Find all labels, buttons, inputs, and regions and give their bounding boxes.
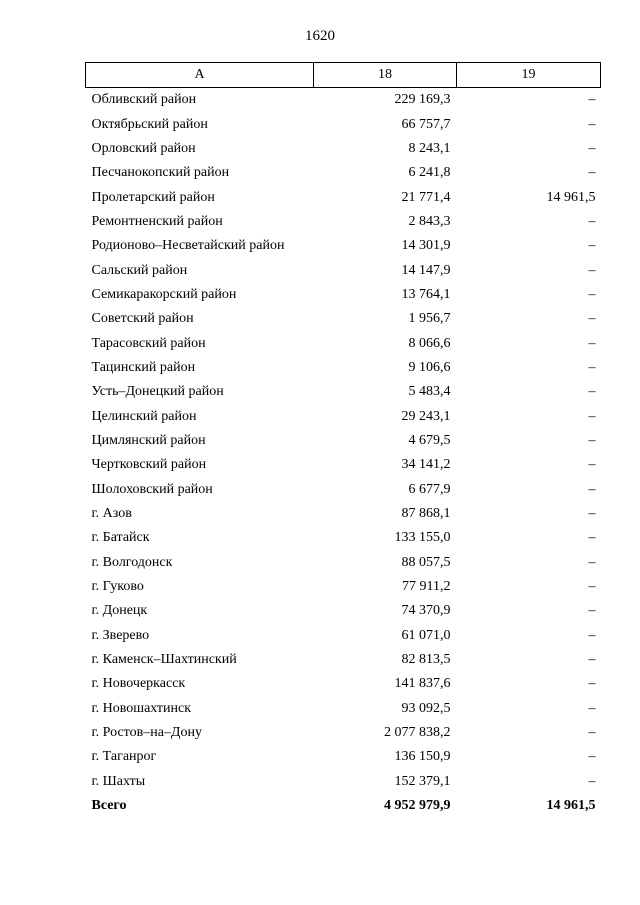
table-row (86, 599, 601, 623)
row-name-cell: Ремонтненский район (91, 213, 223, 229)
row-name-cell: г. Батайск (91, 530, 150, 546)
table-header-row (86, 63, 601, 88)
table-row (86, 161, 601, 185)
row-name-cell: Родионово–Несветайский район (91, 238, 285, 254)
row-value-19-cell: – (588, 311, 596, 327)
row-value-18-cell: 8 066,6 (408, 335, 451, 351)
total-row-name-cell: Всего (91, 798, 127, 814)
row-value-19-cell: – (588, 603, 596, 619)
row-value-18-cell: 87 868,1 (401, 506, 451, 522)
row-name-cell: Тарасовский район (91, 335, 206, 351)
row-name-cell: г. Новочеркасск (91, 676, 186, 692)
row-name-cell: Чертковский район (91, 457, 207, 473)
row-value-18-cell: 82 813,5 (401, 652, 451, 668)
row-name-cell: Семикаракорский район (91, 286, 237, 302)
row-value-19-cell: – (588, 116, 596, 132)
row-value-19-cell: – (588, 530, 596, 546)
table-row (86, 404, 601, 428)
row-name-cell: г. Гуково (91, 579, 144, 595)
row-name-cell: Пролетарский район (91, 189, 215, 205)
table-row (86, 137, 601, 161)
row-name-cell: г. Ростов–на–Дону (91, 725, 202, 741)
table-row (86, 258, 601, 282)
row-value-19-cell: – (588, 457, 596, 473)
header-column-19: 19 (457, 63, 601, 88)
table-row (86, 478, 601, 502)
row-value-18-cell: 8 243,1 (408, 140, 451, 156)
row-value-18-cell: 4 679,5 (408, 432, 451, 448)
row-name-cell: г. Азов (91, 506, 132, 522)
table-row (86, 526, 601, 550)
row-value-18-cell: 152 379,1 (394, 773, 451, 789)
row-value-18-cell: 133 155,0 (394, 530, 451, 546)
row-name-cell: Целинский район (91, 408, 197, 424)
total-row-value-19-cell: 14 961,5 (546, 798, 596, 814)
table-row (86, 234, 601, 258)
row-name-cell: Шолоховский район (91, 481, 213, 497)
row-value-19-cell: – (588, 286, 596, 302)
total-row (86, 794, 601, 818)
row-value-18-cell: 9 106,6 (408, 359, 451, 375)
row-value-19-cell: – (588, 335, 596, 351)
row-value-19-cell: – (588, 554, 596, 570)
row-value-18-cell: 13 764,1 (401, 286, 451, 302)
row-name-cell: г. Новошахтинск (91, 700, 192, 716)
table-row (86, 112, 601, 136)
table-row (86, 770, 601, 794)
row-value-18-cell: 34 141,2 (401, 457, 451, 473)
row-name-cell: Советский район (91, 311, 194, 327)
row-value-19-cell: – (588, 506, 596, 522)
row-value-18-cell: 2 077 838,2 (384, 725, 451, 741)
row-value-18-cell: 1 956,7 (408, 311, 451, 327)
table-row (86, 721, 601, 745)
row-value-18-cell: 2 843,3 (408, 213, 451, 229)
row-value-18-cell: 6 241,8 (408, 165, 451, 181)
table-row (86, 551, 601, 575)
row-value-18-cell: 29 243,1 (401, 408, 451, 424)
total-row-value-18-cell: 4 952 979,9 (384, 798, 451, 814)
row-name-cell: г. Таганрог (91, 749, 157, 765)
table-row (86, 283, 601, 307)
table-row (86, 331, 601, 355)
row-value-19-cell: – (588, 627, 596, 643)
row-name-cell: Песчанокопский район (91, 165, 230, 181)
row-value-18-cell: 6 677,9 (408, 481, 451, 497)
row-value-19-cell: – (588, 92, 596, 108)
row-value-18-cell: 229 169,3 (394, 92, 451, 108)
table-row (86, 575, 601, 599)
row-value-18-cell: 88 057,5 (401, 554, 451, 570)
row-value-19-cell: – (588, 359, 596, 375)
header-column-18: 18 (314, 63, 457, 88)
row-value-18-cell: 21 771,4 (401, 189, 451, 205)
row-value-18-cell: 74 370,9 (401, 603, 451, 619)
row-name-cell: г. Волгодонск (91, 554, 173, 570)
budget-table (85, 62, 601, 818)
row-value-19-cell: – (588, 384, 596, 400)
row-name-cell: Сальский район (91, 262, 188, 278)
row-value-19-cell: – (588, 213, 596, 229)
row-value-19-cell: – (588, 676, 596, 692)
row-value-19-cell: – (588, 749, 596, 765)
row-value-18-cell: 136 150,9 (394, 749, 451, 765)
row-value-18-cell: 61 071,0 (401, 627, 451, 643)
row-name-cell: Цимлянский район (91, 432, 206, 448)
table-row (86, 380, 601, 404)
row-value-19-cell: – (588, 773, 596, 789)
row-value-19-cell: – (588, 165, 596, 181)
row-value-18-cell: 14 301,9 (401, 238, 451, 254)
row-name-cell: Орловский район (91, 140, 196, 156)
table-row (86, 210, 601, 234)
table-row (86, 672, 601, 696)
row-value-19-cell: – (588, 408, 596, 424)
row-value-19-cell: – (588, 481, 596, 497)
page-number: 1620 (305, 28, 335, 44)
row-value-18-cell: 141 837,6 (394, 676, 451, 692)
row-value-19-cell: – (588, 700, 596, 716)
table-row (86, 356, 601, 380)
table-row (86, 624, 601, 648)
row-name-cell: г. Зверево (91, 627, 150, 643)
row-value-19-cell: – (588, 140, 596, 156)
row-value-18-cell: 77 911,2 (402, 579, 451, 595)
row-name-cell: г. Шахты (91, 773, 146, 789)
row-name-cell: Октябрьский район (91, 116, 208, 132)
table-row (86, 429, 601, 453)
row-value-18-cell: 14 147,9 (401, 262, 451, 278)
row-value-19-cell: – (588, 579, 596, 595)
table-row (86, 185, 601, 209)
row-name-cell: г. Донецк (91, 603, 148, 619)
table-body (86, 88, 601, 819)
row-value-19-cell: 14 961,5 (546, 189, 596, 205)
row-value-18-cell: 93 092,5 (401, 700, 451, 716)
table-row (86, 453, 601, 477)
row-value-19-cell: – (588, 725, 596, 741)
table-row (86, 697, 601, 721)
table-row (86, 745, 601, 769)
row-value-19-cell: – (588, 262, 596, 278)
table-row (86, 648, 601, 672)
row-value-19-cell: – (588, 238, 596, 254)
table-row (86, 88, 601, 113)
row-name-cell: Усть–Донецкий район (91, 384, 224, 400)
header-column-a: А (86, 63, 314, 88)
row-name-cell: Тацинский район (91, 359, 196, 375)
row-value-19-cell: – (588, 652, 596, 668)
row-name-cell: г. Каменск–Шахтинский (91, 652, 237, 668)
row-value-18-cell: 5 483,4 (408, 384, 451, 400)
row-value-19-cell: – (588, 432, 596, 448)
row-value-18-cell: 66 757,7 (401, 116, 451, 132)
row-name-cell: Обливский район (91, 92, 197, 108)
table-row (86, 502, 601, 526)
table-row (86, 307, 601, 331)
